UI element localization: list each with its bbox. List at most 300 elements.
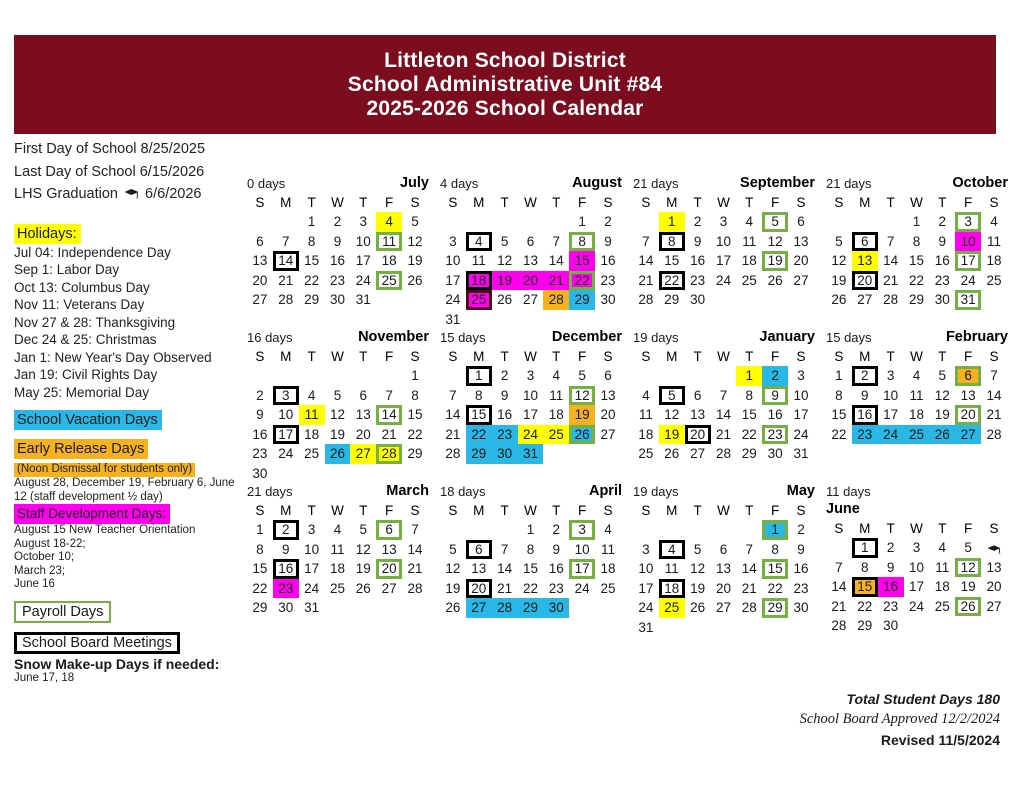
day-7[interactable]: 7 (500, 541, 509, 557)
day-8[interactable]: 8 (835, 387, 843, 403)
day-23[interactable]: 23 (852, 425, 878, 445)
day-9[interactable]: 9 (886, 559, 895, 575)
day-cell[interactable] (492, 405, 518, 425)
day-cell[interactable] (762, 425, 788, 445)
day-cell[interactable] (299, 444, 325, 464)
day-cell[interactable] (633, 540, 659, 560)
day-21[interactable]: 21 (381, 426, 397, 442)
day-13[interactable]: 13 (471, 561, 487, 576)
day-cell[interactable] (543, 271, 569, 291)
day-17[interactable]: 17 (273, 425, 299, 445)
day-11[interactable]: 11 (376, 232, 402, 252)
day-17[interactable]: 17 (638, 580, 654, 596)
day-cell[interactable] (929, 405, 955, 425)
day-10[interactable]: 10 (883, 387, 899, 403)
day-cell[interactable] (762, 232, 788, 252)
day-28[interactable]: 28 (715, 446, 731, 461)
day-cell[interactable] (826, 251, 852, 271)
day-4[interactable]: 4 (938, 540, 947, 555)
day-cell[interactable] (659, 444, 685, 464)
day-1[interactable]: 1 (307, 214, 316, 229)
day-21[interactable]: 21 (445, 426, 461, 442)
day-29[interactable]: 29 (304, 292, 320, 307)
day-cell[interactable] (955, 290, 981, 310)
day-12[interactable]: 12 (497, 253, 513, 268)
day-4[interactable]: 4 (642, 387, 650, 403)
day-6[interactable]: 6 (797, 214, 805, 229)
day-30[interactable]: 30 (793, 600, 809, 615)
day-29[interactable]: 29 (569, 290, 595, 310)
day-11[interactable]: 11 (909, 387, 924, 403)
day-cell[interactable] (518, 251, 544, 271)
day-25[interactable]: 25 (304, 446, 320, 461)
day-4[interactable]: 4 (376, 212, 402, 232)
day-29[interactable]: 29 (857, 618, 873, 633)
day-cell[interactable] (440, 251, 466, 271)
day-6[interactable]: 6 (719, 541, 728, 557)
day-cell[interactable] (685, 386, 711, 406)
day-cell[interactable] (543, 405, 569, 425)
day-cell[interactable] (299, 271, 325, 291)
day-cell[interactable] (878, 597, 904, 617)
day-18[interactable]: 18 (304, 426, 320, 442)
day-17[interactable]: 17 (793, 407, 809, 422)
day-cell[interactable] (569, 366, 595, 386)
day-cell[interactable] (955, 212, 981, 232)
day-cell[interactable] (376, 520, 402, 540)
day-cell[interactable] (633, 290, 659, 310)
day-26[interactable]: 26 (955, 597, 981, 617)
day-cell[interactable] (878, 366, 904, 386)
day-cell[interactable] (543, 520, 569, 540)
day-18[interactable]: 18 (908, 407, 924, 422)
day-6[interactable]: 6 (376, 520, 402, 540)
day-cell[interactable] (981, 577, 1007, 597)
day-cell[interactable] (788, 366, 814, 386)
day-cell[interactable] (299, 598, 325, 618)
day-18[interactable]: 18 (986, 253, 1002, 268)
day-30[interactable]: 30 (690, 292, 706, 307)
day-9[interactable]: 9 (938, 233, 947, 249)
day-cell[interactable] (543, 425, 569, 445)
day-cell[interactable] (350, 251, 376, 271)
day-cell[interactable] (955, 597, 981, 617)
day-cell[interactable] (376, 251, 402, 271)
day-13[interactable]: 13 (381, 541, 397, 557)
day-cell[interactable] (299, 405, 325, 425)
day-cell[interactable] (904, 290, 930, 310)
day-cell[interactable] (826, 425, 852, 445)
day-cell[interactable] (685, 271, 711, 291)
day-20[interactable]: 20 (518, 271, 544, 291)
day-cell[interactable] (466, 540, 492, 560)
day-cell[interactable] (595, 386, 621, 406)
day-cell[interactable] (273, 251, 299, 271)
day-cell[interactable] (904, 251, 930, 271)
day-12[interactable]: 12 (831, 253, 847, 268)
day-3[interactable]: 3 (526, 368, 535, 383)
day-7[interactable]: 7 (282, 233, 290, 249)
day-16[interactable]: 16 (329, 253, 345, 268)
day-cell[interactable] (711, 559, 737, 579)
day-2[interactable]: 2 (273, 520, 299, 540)
day-17[interactable]: 17 (355, 253, 371, 268)
day-cell[interactable] (736, 559, 762, 579)
day-24[interactable]: 24 (960, 272, 976, 288)
day-cell[interactable] (711, 251, 737, 271)
day-16[interactable]: 16 (497, 407, 513, 422)
day-24[interactable]: 24 (518, 425, 544, 445)
day-17[interactable]: 17 (908, 579, 924, 594)
day-9[interactable]: 9 (693, 233, 702, 249)
day-cell[interactable] (325, 290, 351, 310)
day-cell[interactable] (350, 271, 376, 291)
day-cell[interactable] (788, 559, 814, 579)
day-1[interactable]: 1 (736, 366, 762, 386)
day-14[interactable]: 14 (376, 405, 402, 425)
day-cell[interactable] (685, 444, 711, 464)
day-24[interactable]: 24 (574, 580, 590, 596)
day-24[interactable]: 24 (445, 292, 461, 307)
day-cell[interactable] (736, 366, 762, 386)
day-cell[interactable] (685, 290, 711, 310)
day-cell[interactable] (569, 386, 595, 406)
day-6[interactable]: 6 (256, 233, 264, 249)
day-26[interactable]: 26 (664, 446, 680, 461)
day-cell[interactable] (878, 232, 904, 252)
day-cell[interactable] (955, 425, 981, 445)
day-cell[interactable] (762, 212, 788, 232)
day-cell[interactable] (299, 579, 325, 599)
day-cell[interactable] (788, 271, 814, 291)
day-cell[interactable] (325, 559, 351, 579)
day-15[interactable]: 15 (762, 559, 788, 579)
day-cell[interactable] (273, 232, 299, 252)
day-1[interactable]: 1 (762, 520, 788, 540)
day-cell[interactable] (440, 559, 466, 579)
day-cell[interactable] (350, 540, 376, 560)
day-cell[interactable] (440, 232, 466, 252)
day-cell[interactable] (852, 290, 878, 310)
day-23[interactable]: 23 (793, 580, 809, 596)
day-cell[interactable] (878, 538, 904, 558)
day-cell[interactable] (955, 251, 981, 271)
day-8[interactable]: 8 (771, 541, 779, 557)
day-cell[interactable] (826, 616, 852, 636)
day-cell[interactable] (569, 425, 595, 445)
day-cell[interactable] (685, 598, 711, 618)
day-cell[interactable] (736, 540, 762, 560)
day-29[interactable]: 29 (518, 598, 544, 618)
day-10[interactable]: 10 (574, 541, 590, 557)
day-cell[interactable] (543, 598, 569, 618)
day-31[interactable]: 31 (638, 619, 654, 635)
day-cell[interactable] (711, 386, 737, 406)
day-19[interactable]: 19 (960, 579, 976, 594)
day-21[interactable]: 21 (543, 271, 569, 291)
day-20[interactable]: 20 (955, 405, 981, 425)
day-cell[interactable] (904, 232, 930, 252)
day-cell[interactable] (466, 425, 492, 445)
day-13[interactable]: 13 (522, 253, 538, 268)
day-cell[interactable] (736, 425, 762, 445)
day-17[interactable]: 17 (445, 272, 461, 288)
day-1[interactable]: 1 (526, 522, 535, 537)
day-cell[interactable] (736, 386, 762, 406)
day-cell[interactable] (826, 366, 852, 386)
day-cell[interactable] (325, 444, 351, 464)
day-cell[interactable] (569, 540, 595, 560)
day-cell[interactable] (762, 520, 788, 540)
day-11[interactable]: 11 (987, 233, 1002, 249)
day-cell[interactable] (543, 559, 569, 579)
day-6[interactable]: 6 (359, 387, 368, 403)
day-cell[interactable] (852, 425, 878, 445)
day-4[interactable]: 4 (552, 368, 561, 383)
day-cell[interactable] (518, 386, 544, 406)
day-22[interactable]: 22 (908, 272, 924, 288)
day-cell[interactable] (492, 444, 518, 464)
day-cell[interactable] (595, 271, 621, 291)
day-14[interactable]: 14 (638, 253, 654, 268)
day-cell[interactable] (247, 520, 273, 540)
day-cell[interactable] (711, 579, 737, 599)
day-15[interactable]: 15 (831, 407, 847, 422)
day-cell[interactable] (659, 212, 685, 232)
day-3[interactable]: 3 (886, 368, 895, 383)
day-17[interactable]: 17 (304, 561, 320, 576)
day-28[interactable]: 28 (741, 600, 757, 615)
day-24[interactable]: 24 (304, 580, 320, 596)
day-cell[interactable] (878, 558, 904, 578)
day-cell[interactable] (247, 444, 273, 464)
day-cell[interactable] (247, 598, 273, 618)
day-10[interactable]: 10 (445, 253, 461, 268)
day-12[interactable]: 12 (407, 233, 423, 249)
day-15[interactable]: 15 (252, 561, 268, 576)
day-cell[interactable] (788, 405, 814, 425)
day-25[interactable]: 25 (466, 290, 492, 310)
day-11[interactable]: 11 (299, 405, 325, 425)
day-15[interactable]: 15 (304, 253, 320, 268)
day-cell[interactable] (299, 290, 325, 310)
day-cell[interactable] (981, 597, 1007, 617)
day-29[interactable]: 29 (252, 600, 268, 615)
day-cell[interactable] (466, 386, 492, 406)
day-cell[interactable] (350, 290, 376, 310)
day-cell[interactable] (543, 232, 569, 252)
day-cell[interactable] (440, 598, 466, 618)
day-cell[interactable] (402, 212, 428, 232)
day-12[interactable]: 12 (355, 541, 371, 557)
day-cell[interactable] (325, 232, 351, 252)
day-29[interactable]: 29 (741, 446, 757, 461)
day-15[interactable]: 15 (407, 407, 423, 422)
day-cell[interactable] (878, 386, 904, 406)
day-4[interactable]: 4 (912, 368, 921, 383)
day-cell[interactable] (595, 520, 621, 540)
day-cell[interactable] (466, 251, 492, 271)
day-cell[interactable] (440, 271, 466, 291)
day-cell[interactable] (350, 559, 376, 579)
day-27[interactable]: 27 (350, 444, 376, 464)
day-cell[interactable] (788, 540, 814, 560)
day-5[interactable]: 5 (762, 212, 788, 232)
day-cell[interactable] (929, 290, 955, 310)
day-20[interactable]: 20 (852, 271, 878, 291)
day-cell[interactable] (904, 558, 930, 578)
day-cell[interactable] (659, 598, 685, 618)
day-23[interactable]: 23 (252, 446, 268, 461)
day-cell[interactable] (247, 405, 273, 425)
day-10[interactable]: 10 (278, 407, 294, 422)
day-9[interactable]: 9 (762, 386, 788, 406)
day-19[interactable]: 19 (445, 580, 461, 596)
day-cell[interactable] (247, 232, 273, 252)
day-cell[interactable] (762, 271, 788, 291)
day-cell[interactable] (904, 271, 930, 291)
day-13[interactable]: 13 (355, 407, 371, 422)
day-cell[interactable] (543, 290, 569, 310)
day-cell[interactable] (376, 232, 402, 252)
day-cell[interactable] (518, 579, 544, 599)
day-cell[interactable] (788, 598, 814, 618)
day-cell[interactable] (299, 425, 325, 445)
day-cell[interactable] (904, 386, 930, 406)
day-cell[interactable] (878, 251, 904, 271)
day-cell[interactable] (981, 212, 1007, 232)
day-9[interactable]: 9 (604, 233, 612, 249)
day-21[interactable]: 21 (638, 272, 654, 288)
day-cell[interactable] (543, 366, 569, 386)
day-6[interactable] (981, 538, 1007, 558)
day-11[interactable]: 11 (742, 233, 757, 249)
day-29[interactable]: 29 (466, 444, 492, 464)
day-14[interactable]: 14 (548, 253, 564, 268)
day-cell[interactable] (273, 579, 299, 599)
day-15[interactable]: 15 (522, 561, 538, 576)
day-cell[interactable] (247, 290, 273, 310)
day-13[interactable]: 13 (690, 407, 706, 422)
day-cell[interactable] (273, 386, 299, 406)
day-cell[interactable] (492, 540, 518, 560)
day-cell[interactable] (325, 271, 351, 291)
day-28[interactable]: 28 (543, 290, 569, 310)
day-cell[interactable] (376, 405, 402, 425)
day-cell[interactable] (376, 540, 402, 560)
day-17[interactable]: 17 (569, 559, 595, 579)
day-24[interactable]: 24 (638, 600, 654, 615)
day-8[interactable]: 8 (526, 541, 535, 557)
day-23[interactable]: 23 (273, 579, 299, 599)
day-8[interactable]: 8 (861, 559, 869, 575)
day-cell[interactable] (762, 559, 788, 579)
day-8[interactable]: 8 (411, 387, 419, 403)
day-cell[interactable] (299, 212, 325, 232)
day-16[interactable]: 16 (934, 253, 950, 268)
day-cell[interactable] (955, 232, 981, 252)
day-cell[interactable] (492, 386, 518, 406)
day-4[interactable]: 4 (659, 540, 685, 560)
day-cell[interactable] (736, 405, 762, 425)
day-24[interactable]: 24 (278, 446, 294, 461)
day-5[interactable]: 5 (964, 540, 972, 555)
day-20[interactable]: 20 (600, 407, 616, 422)
day-27[interactable]: 27 (715, 600, 731, 615)
day-cell[interactable] (788, 386, 814, 406)
day-26[interactable]: 26 (767, 272, 783, 288)
day-cell[interactable] (659, 540, 685, 560)
day-20[interactable]: 20 (252, 272, 268, 288)
day-cell[interactable] (350, 212, 376, 232)
day-cell[interactable] (402, 520, 428, 540)
day-19[interactable]: 19 (492, 271, 518, 291)
day-1[interactable]: 1 (852, 538, 878, 558)
day-30[interactable]: 30 (883, 618, 899, 633)
day-cell[interactable] (711, 425, 737, 445)
day-17[interactable]: 17 (715, 253, 731, 268)
day-28[interactable]: 28 (831, 618, 847, 633)
day-cell[interactable] (595, 232, 621, 252)
day-6[interactable]: 6 (955, 366, 981, 386)
day-cell[interactable] (878, 271, 904, 291)
day-cell[interactable] (518, 425, 544, 445)
day-cell[interactable] (762, 540, 788, 560)
day-cell[interactable] (543, 540, 569, 560)
day-15[interactable]: 15 (852, 577, 878, 597)
day-cell[interactable] (711, 271, 737, 291)
day-cell[interactable] (659, 290, 685, 310)
day-8[interactable]: 8 (256, 541, 264, 557)
day-20[interactable]: 20 (986, 579, 1002, 594)
day-22[interactable]: 22 (569, 271, 595, 291)
day-cell[interactable] (273, 290, 299, 310)
day-18[interactable]: 18 (659, 579, 685, 599)
day-cell[interactable] (633, 579, 659, 599)
day-cell[interactable] (685, 212, 711, 232)
day-cell[interactable] (325, 386, 351, 406)
day-cell[interactable] (299, 540, 325, 560)
day-cell[interactable] (633, 598, 659, 618)
day-cell[interactable] (376, 386, 402, 406)
day-22[interactable]: 22 (522, 580, 538, 596)
day-5[interactable]: 5 (578, 368, 586, 383)
day-cell[interactable] (904, 425, 930, 445)
day-26[interactable]: 26 (690, 600, 706, 615)
day-cell[interactable] (376, 579, 402, 599)
day-21[interactable]: 21 (407, 561, 423, 576)
day-cell[interactable] (981, 405, 1007, 425)
day-4[interactable]: 4 (466, 232, 492, 252)
day-14[interactable]: 14 (741, 561, 757, 576)
day-cell[interactable] (955, 386, 981, 406)
day-cell[interactable] (299, 386, 325, 406)
day-19[interactable]: 19 (569, 405, 595, 425)
day-cell[interactable] (543, 579, 569, 599)
day-9[interactable]: 9 (861, 387, 869, 403)
day-24[interactable]: 24 (878, 425, 904, 445)
day-29[interactable]: 29 (908, 292, 924, 307)
day-14[interactable]: 14 (445, 407, 461, 422)
day-22[interactable]: 22 (659, 271, 685, 291)
day-cell[interactable] (929, 577, 955, 597)
day-cell[interactable] (595, 366, 621, 386)
day-25[interactable]: 25 (934, 598, 950, 614)
day-11[interactable]: 11 (638, 407, 653, 422)
day-cell[interactable] (543, 251, 569, 271)
day-25[interactable]: 25 (543, 425, 569, 445)
day-10[interactable]: 10 (793, 387, 809, 403)
